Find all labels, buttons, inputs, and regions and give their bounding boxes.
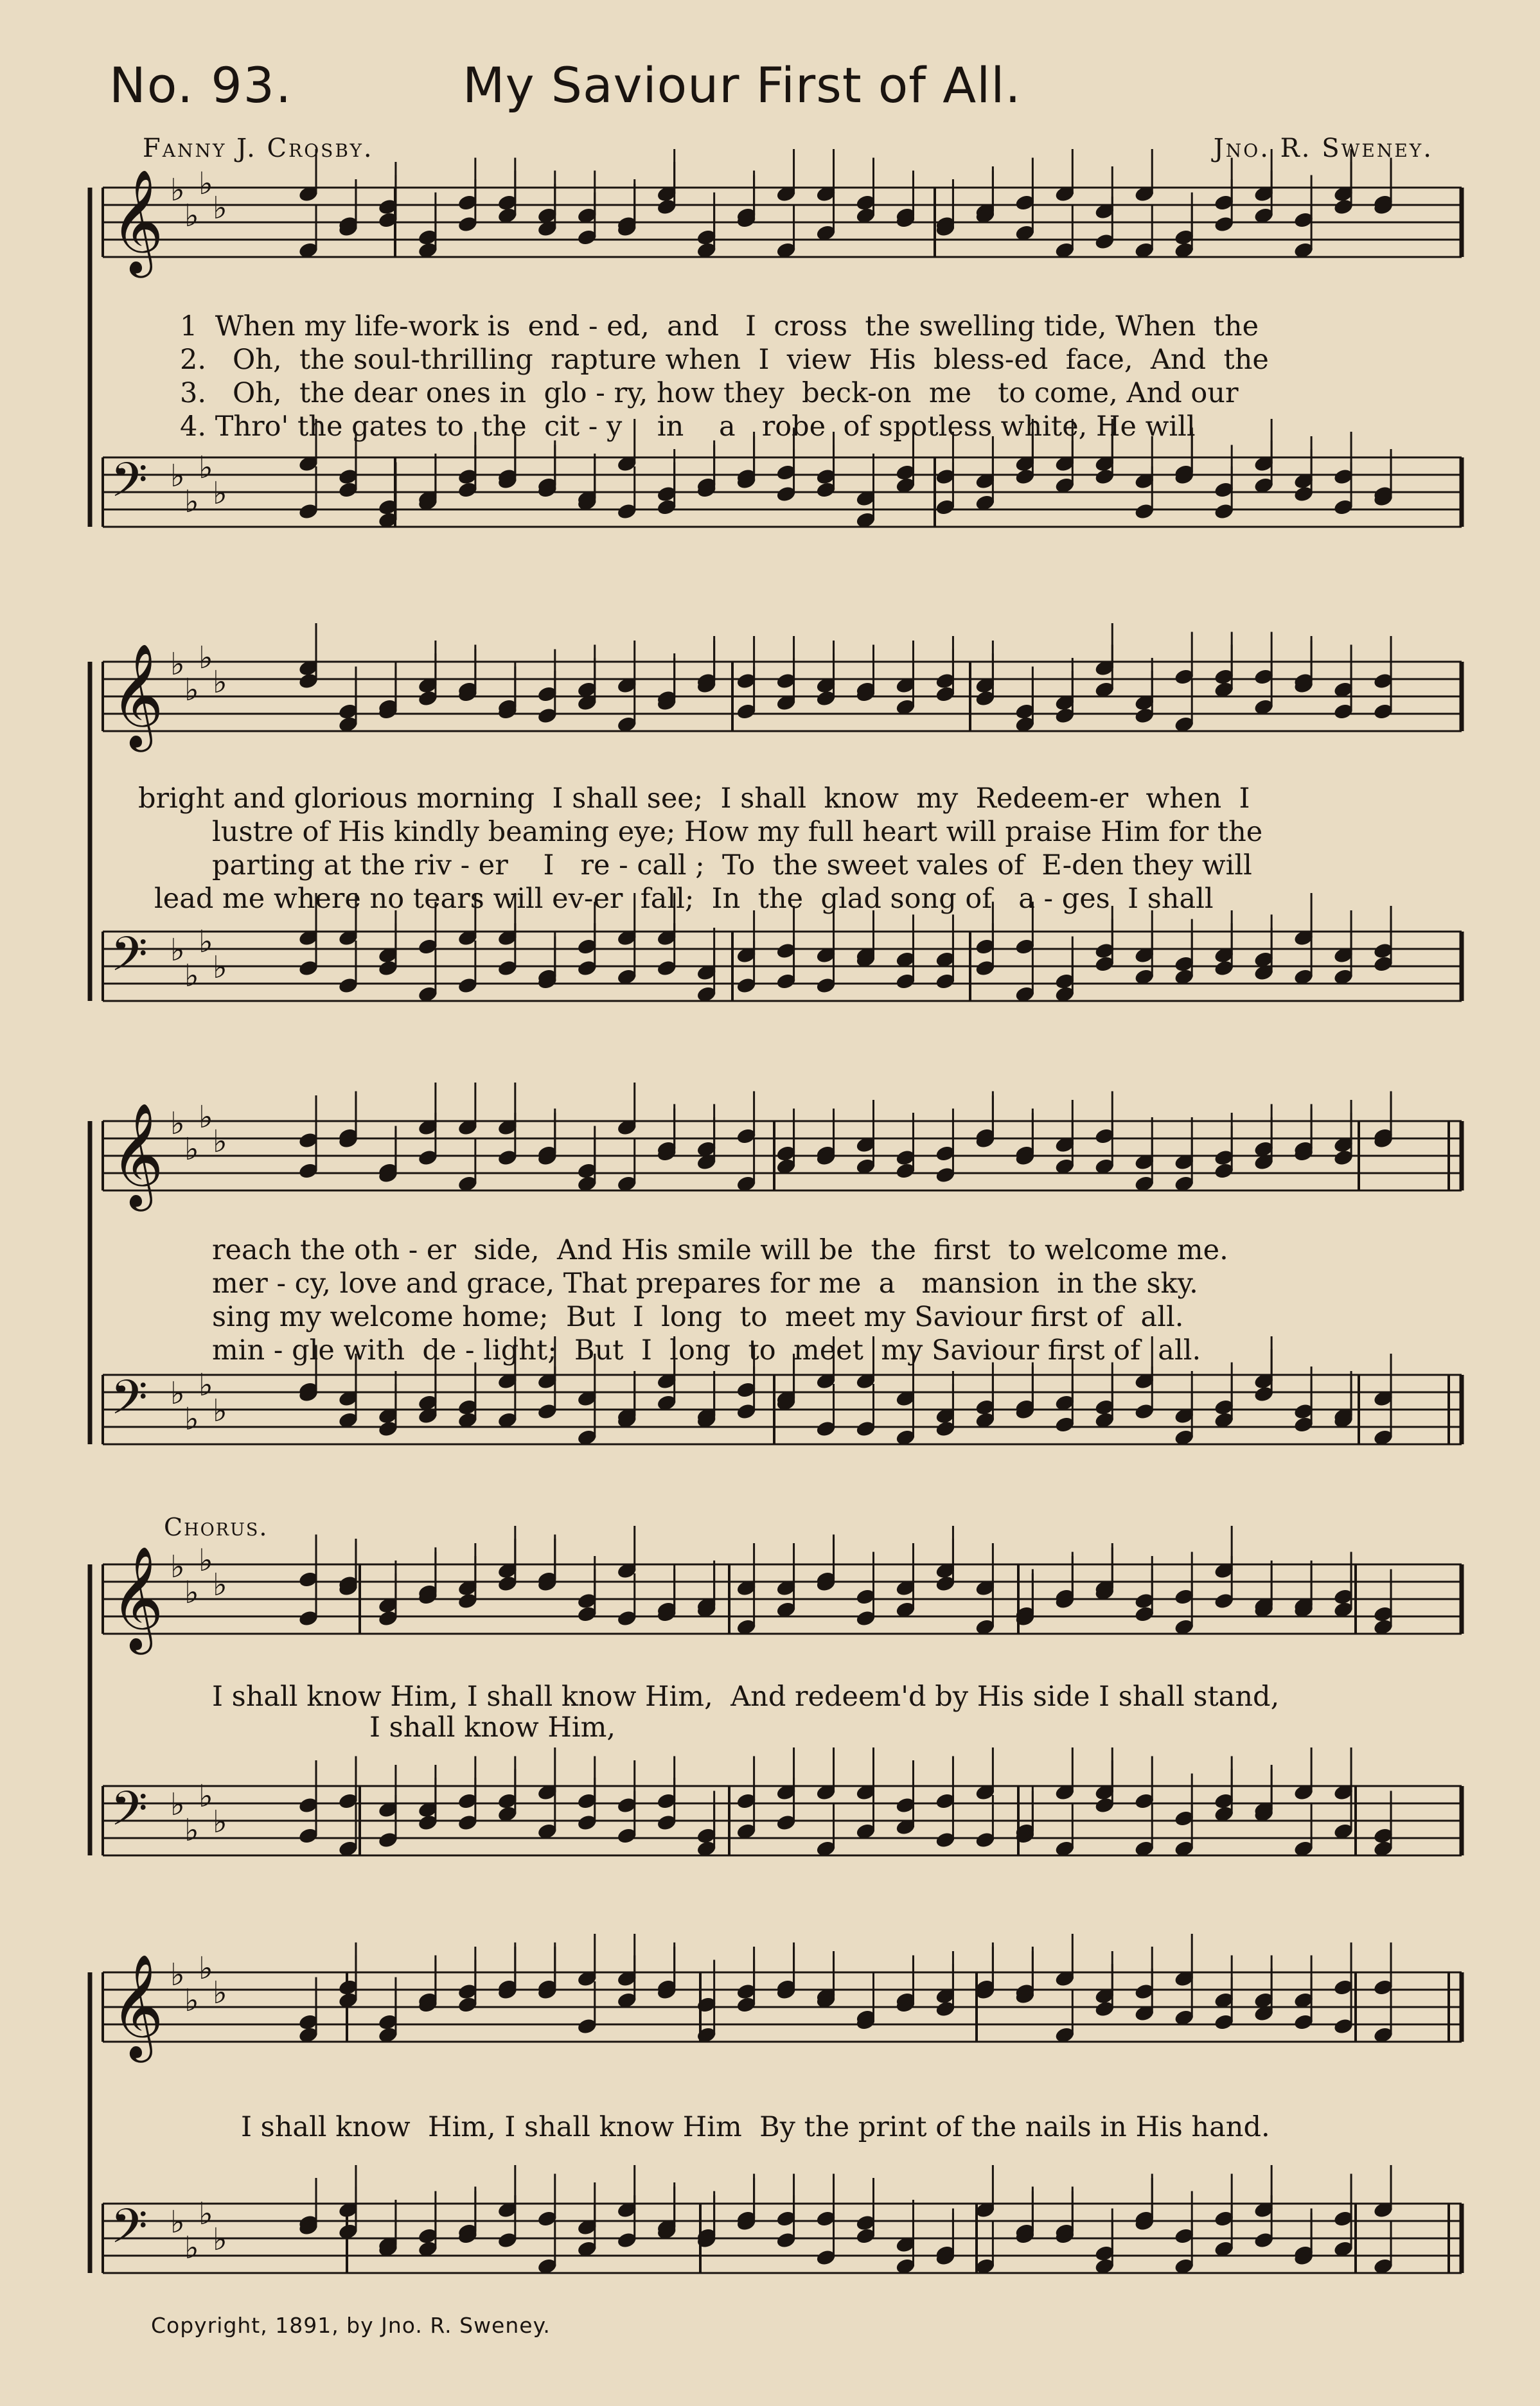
flat-sign-icon: ♭ xyxy=(170,1787,185,1823)
flat-sign-icon: ♭ xyxy=(184,1812,199,1848)
flat-sign-icon: ♭ xyxy=(184,198,199,234)
flat-sign-icon: ♭ xyxy=(213,190,227,226)
verse-lyric-line: sing my welcome home; But I long to meet my Saviour first of all. xyxy=(212,1301,1184,1333)
verse-lyric-line: min - gle with de - light; But I long to meet my Saviour first of all. xyxy=(212,1334,1201,1367)
flat-sign-icon: ♭ xyxy=(199,1367,213,1403)
chorus-lyric-line: I shall know Him, I shall know Him By the print of the nails in His hand. xyxy=(241,2111,1270,2143)
flat-sign-icon: ♭ xyxy=(199,1543,213,1579)
flat-sign-icon: ♭ xyxy=(184,1401,199,1437)
flat-sign-icon: ♭ xyxy=(213,1567,227,1603)
lyricist-credit: Fanny J. Crosby. xyxy=(143,134,374,163)
flat-sign-icon: ♭ xyxy=(213,2222,227,2258)
flat-sign-icon: ♭ xyxy=(199,1099,213,1135)
flat-sign-icon: ♭ xyxy=(170,172,185,208)
verse-lyric-line: 2. Oh, the soul-thrilling rapture when I view His bless-ed face, And the xyxy=(180,344,1269,376)
flat-sign-icon: ♭ xyxy=(199,1950,213,1986)
verse-lyric-line: 3. Oh, the dear ones in glo - ry, how they beck-on me to come, And our xyxy=(180,377,1239,409)
bass-clef-icon: 𝄢 xyxy=(111,926,148,994)
verse-lyric-line: lead me where no tears will ev-er fall; In the glad song of a - ges I shall xyxy=(154,883,1214,915)
flat-sign-icon: ♭ xyxy=(184,2230,199,2266)
treble-clef-icon: 𝄞 xyxy=(111,1954,164,2058)
flat-sign-icon: ♭ xyxy=(213,664,227,700)
composer-credit: Jno. R. Sweney. xyxy=(1213,134,1433,163)
verse-lyric-line: reach the oth - er side, And His smile will be the first to welcome me. xyxy=(212,1234,1228,1266)
verse-lyric-line: 1 When my life-work is end - ed, and I cross the swelling tide, When the xyxy=(180,310,1259,342)
verse-lyric-line: bright and glorious morning I shall see; I shall know my Redeem-er when I xyxy=(138,783,1250,815)
treble-clef-icon: 𝄞 xyxy=(111,169,164,274)
flat-sign-icon: ♭ xyxy=(170,1549,185,1585)
flat-sign-icon: ♭ xyxy=(213,950,227,986)
verse-lyric-line: mer - cy, love and grace, That prepares for me a mansion in the sky. xyxy=(212,1268,1198,1300)
flat-sign-icon: ♭ xyxy=(170,646,185,682)
hymn-number: No. 93. xyxy=(109,57,293,114)
flat-sign-icon: ♭ xyxy=(213,1804,227,1840)
flat-sign-icon: ♭ xyxy=(170,2204,185,2240)
flat-sign-icon: ♭ xyxy=(199,640,213,676)
flat-sign-icon: ♭ xyxy=(184,672,199,708)
flat-sign-icon: ♭ xyxy=(184,484,199,520)
flat-sign-icon: ♭ xyxy=(184,958,199,994)
flat-sign-icon: ♭ xyxy=(213,1124,227,1160)
flat-sign-icon: ♭ xyxy=(199,924,213,960)
treble-clef-icon: 𝄞 xyxy=(111,1102,164,1207)
bass-clef-icon: 𝄢 xyxy=(111,452,148,520)
chorus-label: Chorus. xyxy=(164,1513,269,1541)
flat-sign-icon: ♭ xyxy=(213,475,227,511)
bass-clef-icon: 𝄢 xyxy=(111,2198,148,2266)
bass-clef-icon: 𝄢 xyxy=(111,1370,148,1437)
chorus-bass-lyric: I shall know Him, xyxy=(369,1712,616,1744)
treble-clef-icon: 𝄞 xyxy=(111,1546,164,1650)
treble-clef-icon: 𝄞 xyxy=(111,643,164,748)
bass-clef-icon: 𝄢 xyxy=(111,1781,148,1848)
verse-lyric-line: parting at the riv - er I re - call ; To the sweet vales of E-den they will xyxy=(212,849,1252,881)
chorus-lyric-line: I shall know Him, I shall know Him, And redeem'd by His side I shall stand, xyxy=(212,1681,1280,1713)
flat-sign-icon: ♭ xyxy=(213,1975,227,2011)
verse-lyric-line: 4. Thro' the gates to the cit - y in a robe of spotless white, He will xyxy=(180,411,1196,443)
flat-sign-icon: ♭ xyxy=(170,932,185,968)
flat-sign-icon: ♭ xyxy=(184,1131,199,1167)
flat-sign-icon: ♭ xyxy=(199,166,213,202)
flat-sign-icon: ♭ xyxy=(170,1957,185,1993)
flat-sign-icon: ♭ xyxy=(213,1393,227,1429)
flat-sign-icon: ♭ xyxy=(184,1983,199,2019)
flat-sign-icon: ♭ xyxy=(199,2196,213,2232)
flat-sign-icon: ♭ xyxy=(170,458,185,494)
flat-sign-icon: ♭ xyxy=(170,1375,185,1411)
flat-sign-icon: ♭ xyxy=(199,1778,213,1814)
verse-lyric-line: lustre of His kindly beaming eye; How my full heart will praise Him for the xyxy=(212,816,1263,848)
flat-sign-icon: ♭ xyxy=(170,1106,185,1142)
flat-sign-icon: ♭ xyxy=(184,1575,199,1611)
hymn-title: My Saviour First of All. xyxy=(463,57,1022,114)
copyright-notice: Copyright, 1891, by Jno. R. Sweney. xyxy=(151,2313,551,2338)
flat-sign-icon: ♭ xyxy=(199,450,213,486)
